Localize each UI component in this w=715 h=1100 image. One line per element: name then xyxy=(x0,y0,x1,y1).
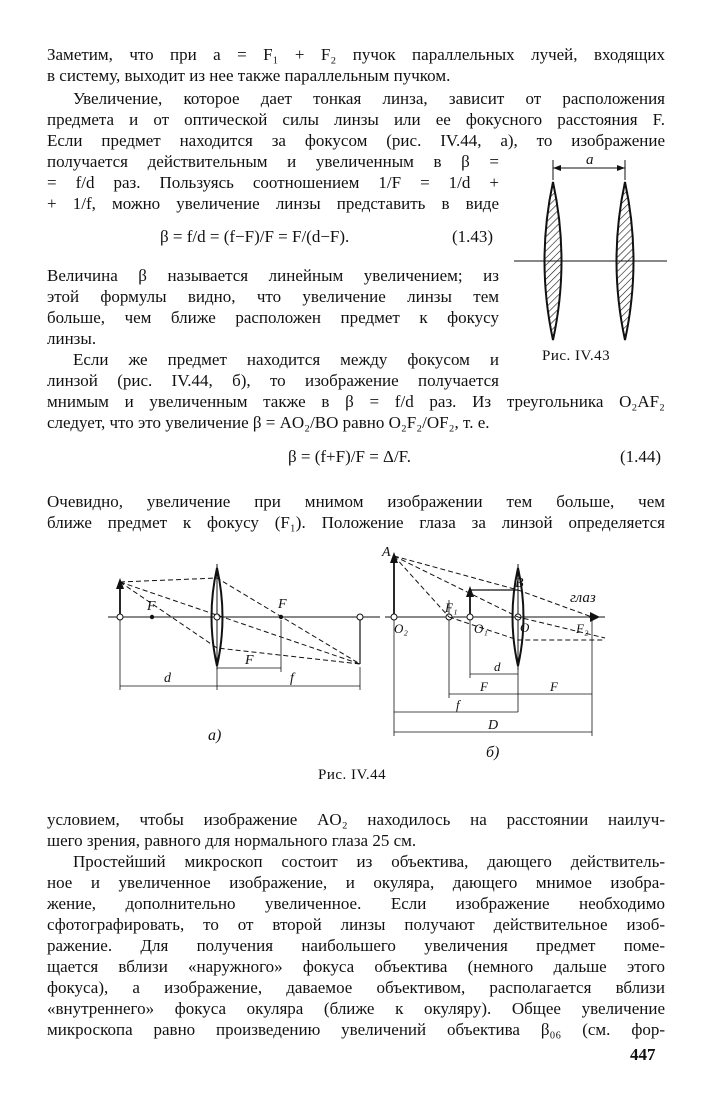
svg-text:d: d xyxy=(494,659,501,674)
text-line: предмета и от оптической силы линзы или ее фокусного расстояния F. xyxy=(47,110,665,129)
equation-1-44: β = (f+F)/F = Δ/F. xyxy=(288,447,412,466)
text-line: этой формулы видно, что увеличение линзы тем xyxy=(47,287,499,306)
svg-text:F: F xyxy=(278,597,287,612)
text-line: Очевидно, увеличение при мнимом изображении тем больше, чем xyxy=(47,492,665,511)
text-line: + 1/f, можно увеличение линзы представить в виде xyxy=(47,194,499,213)
svg-text:F: F xyxy=(550,679,558,694)
eye-label: глаз xyxy=(570,590,596,606)
figure-caption: Рис. IV.44 xyxy=(318,767,387,783)
text-line: Простейший микроскоп состоит из объектива, дающего действитель- xyxy=(73,852,665,871)
svg-text:d: d xyxy=(164,671,171,686)
dim-label-a: a xyxy=(586,152,594,168)
text-line: линзой (рис. IV.44, б), то изображение получается xyxy=(47,371,499,390)
text-line: микроскопа равно произведению увеличений объектива β₀₆ (см. фор- xyxy=(47,1020,665,1039)
part-label-b: б) xyxy=(486,744,500,761)
text-line: Увеличение, которое дает тонкая линза, зависит от расположения xyxy=(73,89,665,108)
text-line: условием, чтобы изображение AO₂ находилось на расстоянии наилуч- xyxy=(47,810,665,829)
equation-number: (1.44) xyxy=(620,447,662,466)
text-line: больше, чем ближе расположен предмет к фокусу xyxy=(47,308,499,327)
lens-2 xyxy=(617,182,634,340)
text-line: в систему, выходит из нее также параллельным пучком. xyxy=(47,66,451,85)
text-line: = f/d раз. Пользуясь соотношением 1/F = 1/d + xyxy=(47,173,499,192)
part-label-a: a) xyxy=(208,727,222,744)
svg-text:F: F xyxy=(245,653,254,668)
text-line: жение, дополнительно увеличенное. Если изображение необходимо xyxy=(47,894,665,913)
svg-text:O₂: O₂ xyxy=(394,621,408,636)
equation-number: (1.43) xyxy=(452,227,494,246)
text-line: Величина β называется линейным увеличением; из xyxy=(47,266,499,285)
figure-caption: Рис. IV.43 xyxy=(542,348,611,364)
svg-text:F₂: F₂ xyxy=(576,621,589,636)
text-line: фокуса), а изображение, даваемое объективом, располагается вблизи xyxy=(47,978,665,997)
text-line: ражение. Для получения наибольшего увеличения предмет поме- xyxy=(47,936,665,955)
text-line: Если же предмет находится между фокусом и xyxy=(73,350,499,369)
text-line: Заметим, что при a = F₁ + F₂ пучок параллельных лучей, входящих xyxy=(47,45,665,64)
text-line: мнимым и увеличенным также в β = f/d раз. Из треугольника O₂AF₂ xyxy=(47,392,665,411)
svg-text:O₁: O₁ xyxy=(474,621,488,636)
svg-text:f: f xyxy=(456,697,460,712)
text-line: следует, что это увеличение β = AO₂/BO равно O₂F₂/OF₂, т. е. xyxy=(47,413,490,432)
text-line: щается вблизи «наружного» фокуса объектива (немного дальше этого xyxy=(47,957,665,976)
text-line: получается действительным и увеличенным в β = xyxy=(47,152,499,171)
svg-text:f: f xyxy=(290,671,294,686)
svg-text:O: O xyxy=(520,620,530,635)
equation-1-43: β = f/d = (f−F)/F = F/(d−F). xyxy=(160,227,350,246)
figure-iv-43 xyxy=(512,150,672,360)
text-line: «внутреннего» фокуса окуляра (ближе к окуляру). Общее увеличение xyxy=(47,999,665,1018)
svg-text:F: F xyxy=(480,679,488,694)
text-line: Если предмет находится за фокусом (рис. IV.44, a), то изображение xyxy=(47,131,665,150)
svg-text:A: A xyxy=(382,545,391,560)
text-line: сфотографировать, то от второй линзы получают действительное изоб- xyxy=(47,915,665,934)
text-line: линзы. xyxy=(47,329,97,348)
text-line: шего зрения, равного для нормального глаза 25 см. xyxy=(47,831,417,850)
svg-text:D: D xyxy=(488,718,499,733)
svg-text:B: B xyxy=(515,576,524,591)
page-number: 447 xyxy=(630,1045,656,1064)
figure-iv-44 xyxy=(100,540,620,770)
lens-1 xyxy=(545,182,562,340)
text-line: ближе предмет к фокусу (F₁). Положение глаза за линзой определяется xyxy=(47,513,665,532)
svg-text:F: F xyxy=(147,599,156,614)
text-line: ное и увеличенное изображение, и окуляра, дающего мнимое изобра- xyxy=(47,873,665,892)
svg-text:F₁: F₁ xyxy=(445,600,458,615)
